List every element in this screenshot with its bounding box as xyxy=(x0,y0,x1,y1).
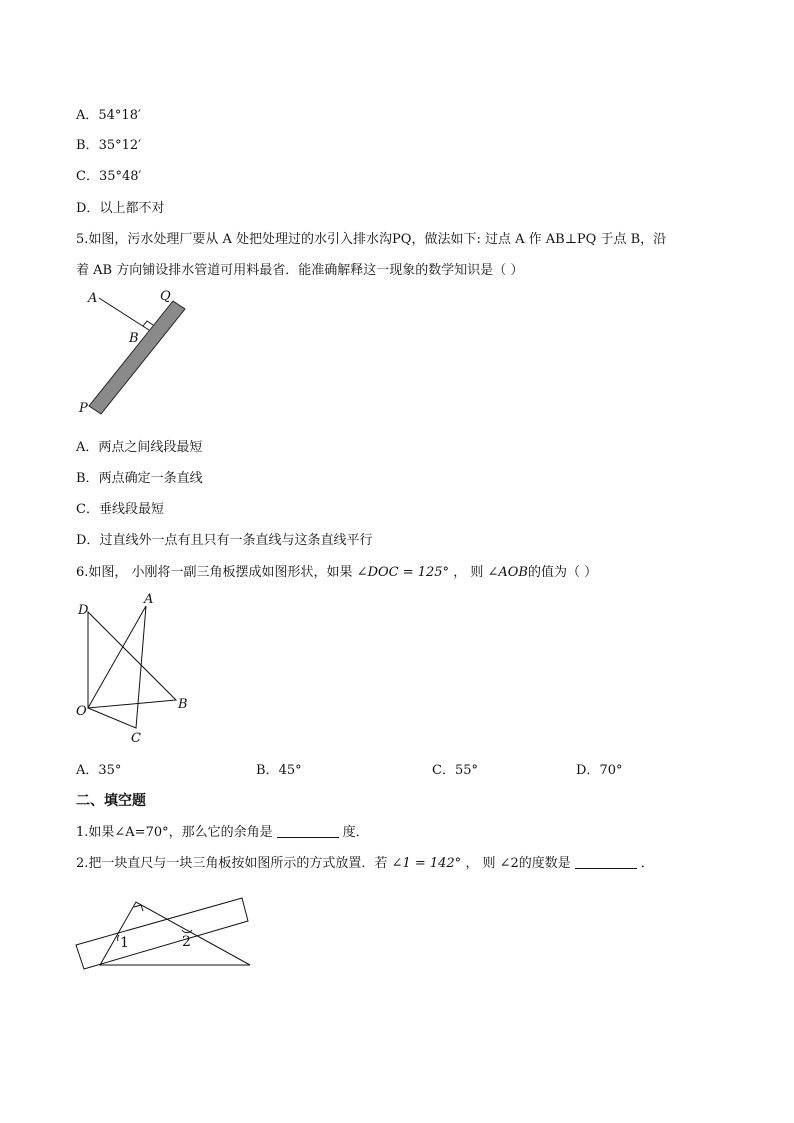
label-p: P xyxy=(79,401,88,416)
prev-option-b xyxy=(76,134,141,153)
triangle-doc xyxy=(88,612,176,708)
right-angle-mark xyxy=(134,905,143,911)
option-text: 35°48′ xyxy=(98,169,142,184)
q6-option-c xyxy=(432,759,478,778)
q6-option-a xyxy=(76,759,121,778)
segment-ab xyxy=(99,298,149,330)
option-letter: B． xyxy=(76,138,99,153)
label-c: C xyxy=(131,731,141,746)
option-letter: C． xyxy=(76,169,99,184)
option-text: 两点确定一条直线 xyxy=(98,471,203,486)
option-letter: A． xyxy=(76,763,99,778)
angle-1-label: 1 xyxy=(120,935,129,951)
label-q: Q xyxy=(160,289,171,304)
q6-stem-suffix: 的值为（ ） xyxy=(527,565,598,580)
option-text: 70° xyxy=(599,763,623,778)
fill-q2-math: ∠1 = 142° xyxy=(391,856,462,871)
q6-math-aob: ∠AOB xyxy=(487,565,528,580)
option-text: 垂线段最短 xyxy=(98,502,164,517)
q6-option-d xyxy=(576,759,622,778)
option-letter: D． xyxy=(76,533,100,548)
fill-q2-prefix: 2.把一块直尺与一块三角板按如图所示的方式放置．若 xyxy=(76,856,392,871)
label-b: B xyxy=(178,697,188,712)
prev-option-c xyxy=(76,165,142,184)
option-letter: D． xyxy=(576,763,600,778)
answer-blank[interactable] xyxy=(277,825,339,838)
option-text: 35°12′ xyxy=(98,138,142,153)
label-a: A xyxy=(144,592,154,607)
prev-option-a xyxy=(76,104,141,123)
fill-q2-mid: ， 则 ∠2的度数是 xyxy=(461,856,571,871)
q5-option-d xyxy=(76,529,372,548)
option-text: 54°18′ xyxy=(98,108,141,123)
q6-figure xyxy=(74,588,199,748)
triangle-aoc xyxy=(88,606,146,728)
q5-option-a xyxy=(76,436,202,455)
q5-stem-line2: 着 AB 方向铺设排水管道可用料最省．能准确解释这一现象的数学知识是（ ） xyxy=(76,263,524,278)
drainage-ditch-pq xyxy=(89,301,185,414)
option-letter: B． xyxy=(256,763,279,778)
option-letter: C． xyxy=(432,763,455,778)
q2-figure xyxy=(74,895,256,975)
ruler xyxy=(76,898,248,969)
option-text: 45° xyxy=(278,763,302,778)
option-letter: B． xyxy=(76,471,99,486)
option-letter: D． xyxy=(76,201,100,216)
option-text: 以上都不对 xyxy=(99,201,165,216)
option-text: 过直线外一点有且只有一条直线与这条直线平行 xyxy=(99,533,373,548)
label-b: B xyxy=(129,331,139,346)
q5-figure xyxy=(74,288,204,416)
option-text: 55° xyxy=(454,763,478,778)
label-d: D xyxy=(78,603,89,618)
q6-stem-prefix: 6.如图， 小刚将一副三角板摆成如图形状，如果 xyxy=(76,565,357,580)
q5-option-b xyxy=(76,467,203,486)
q6-stem xyxy=(76,561,597,580)
fill-q2-suffix: ． xyxy=(640,856,654,871)
q5-stem-line1: 5.如图，污水处理厂要从 A 处把处理过的水引入排水沟PQ，做法如下: 过点 A 作 AB⊥PQ 于点 B，沿 xyxy=(76,232,667,247)
answer-blank[interactable] xyxy=(575,856,637,869)
fill-q1-suffix: 度． xyxy=(342,825,369,840)
q6-math-doc: ∠DOC = 125° xyxy=(356,565,450,580)
label-o: O xyxy=(76,704,87,719)
option-letter: A． xyxy=(76,440,99,455)
prev-option-d xyxy=(76,197,164,216)
angle-2-label: 2 xyxy=(182,934,191,950)
option-text: 35° xyxy=(98,763,122,778)
option-letter: C． xyxy=(76,502,99,517)
section-heading: 二、填空题 xyxy=(76,793,146,809)
q6-stem-mid: ， 则 xyxy=(449,565,488,580)
option-text: 两点之间线段最短 xyxy=(98,440,203,455)
fill-q1 xyxy=(76,821,369,840)
option-letter: A． xyxy=(76,108,99,123)
fill-q1-prefix: 1.如果∠A=70°，那么它的余角是 xyxy=(76,825,273,840)
fill-q2 xyxy=(76,852,654,871)
q5-option-c xyxy=(76,498,164,517)
label-a: A xyxy=(88,291,98,306)
right-angle-mark xyxy=(143,321,153,326)
q6-option-b xyxy=(256,759,302,778)
